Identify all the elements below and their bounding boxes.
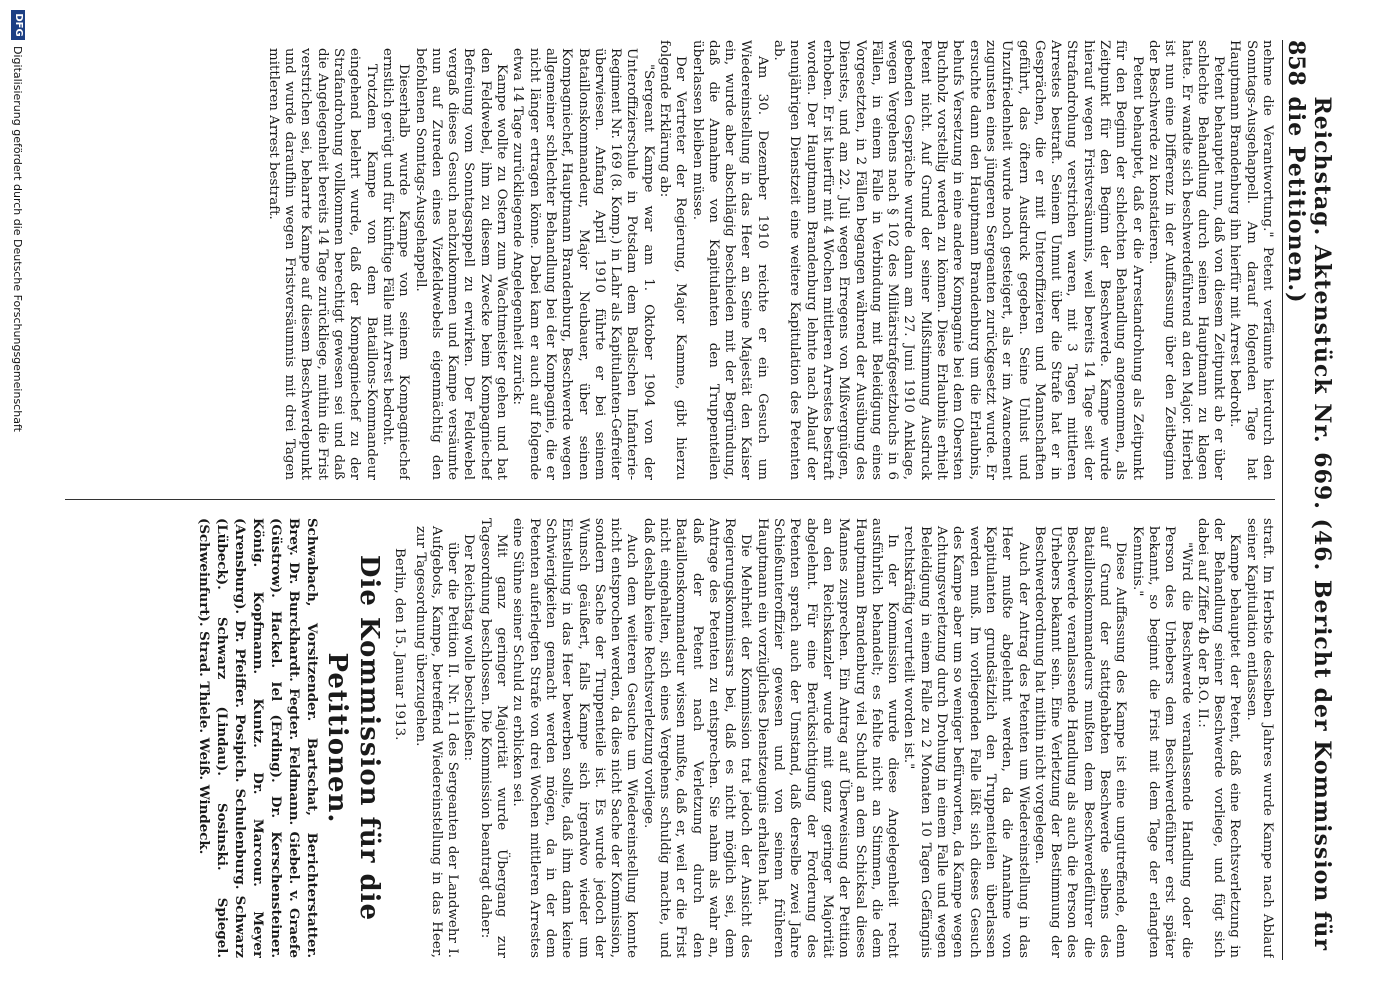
paragraph: Der Reichstag wolle beschließen: [461, 534, 477, 762]
paragraph: Petent behauptet, daß er die Arrestandrohung als Zeitpunkt für den Beginn der schlechten Behandlung angenommen, als Zeitpunkt für den Beginn der Beschwerde. Kampe wurde hierauf wegen Fristversäumnis, weil bereits 14 Tage seit der Strafandrohung verstrichen waren, mit 3 Tagen mittleren Arrestes bestraft. Seinem Unmut über die Strafe hat er in Gesprächen, die er mit Unteroffizieren und Mannschaften geführt, das öftern Ausdruck gegeben. Seine Unlust und Unzufriedenheit wurde noch gesteigert, als er im Avancement zugunsten eines jüngeren Sergeanten zurückgesetzt wurde. Er ersuchte dann den Hauptmann Brandenburg um die Erlaubnis, behufs Versetzung in eine andere Kompagnie bei dem Obersten Buchholz vorstellig werden zu können. Diese Erlaubnis erhielt Petent nicht. Auf Grund der seiner Mißstimmung Ausdruck gebenden Gespräche wurde dann am 27. Juni 1910 Anklage, wegen Vergehens nach § 102 des Militärstrafgesetzbuchs in 6 Fällen, in einem Falle in Verbindung mit Beleidigung eines Vorgesetzten, in 2 Fällen begangen während der Ausübung des Dienstes, und am 22. Juli wegen Erregens von Mißvergnügen, erhoben. Er ist hierfür mit 4 Wochen mittleren Arrestes bestraft worden. Der Hauptmann Brandenburg lehnte nach Ablauf der neunjährigen Dienstzeit eine weitere Kapitulation des Petenten ab. [771, 40, 1145, 480]
paragraph: nehme die Verantwortung." Petent verfäumte hierdurch den Sonntags-Ausgehappell. Am darauf folgenden Tage hat Hauptmann Brandenburg ihn hierfür mit Arrest bedroht. [1227, 40, 1275, 480]
left-column [65, 40, 1275, 480]
paragraph: "Sergeant Kampe war am 1. Oktober 1904 von der Unteroffizierschule in Potsdam dem Badischen Infanterie-Regiment Nr. 169 (8. Komp.) in Lahr als Kapitulanten-Gefreiter überwiesen. Anfang April 1910 führte er bei seinem Bataillonskommandeur, Major Neubauer, über seinen Kompagniechef, Hauptmann Brandenburg, Beschwerde wegen allgemeiner schlechter Behandlung bei der Kompagnie, die er nicht länger ertragen könne. Dabei kam er auch auf folgende etwa 14 Tage zurückliegende Angelegenheit zurück: [510, 48, 656, 480]
paragraph: In der Kommission wurde diese Angelegenheit recht ausführlich behandelt; es fehlte nicht an Stimmen, die dem Hauptmann Brandenburg viel Schuld an dem Schicksal dieses Mannes zusprechen. Ein Antrag auf Überweisung der Petition an den Reichskanzler wurde mit ganz geringer Majorität abgelehnt. Für eine Berücksichtigung der Forderung des Petenten sprach auch der Umstand, daß derselbe zwei Jahre Schießunteroffizier gewesen und von seinem früheren Hauptmann ein vorzügliches Dienstzeugnis erhalten hat. [754, 518, 901, 958]
paragraph: über die Petition II. Nr. 11 des Sergeanten der Landwehr I. Aufgebots, Kampe, betreffend Wiedereinstellung in das Heer, zur Tagesordnung überzugehen. [412, 526, 461, 958]
paragraph: Mit ganz geringer Majorität wurde Übergang zur Tagesordnung beschlossen. Die Kommission beantragt daher: [477, 518, 510, 958]
page-number: 858 [1283, 40, 1309, 86]
paragraph: Trotzdem Kampe von dem Bataillons-Kommandeur eingehend belehrt wurde, daß der Kompagniechef zu der Strafandrohung vollkommen berechtigt gewesen sei und daß die Angelegenheit bereits 14 Tage zurückliege, mithin die Frist verstrichen sei, beharrte Kampe auf diesem Beschwerdepunkt und wurde daraufhin wegen Fristversäumnis mit drei Tagen mittleren Arrest bestraft. [265, 48, 379, 480]
date-line: Berlin, den 15. Januar 1913. [392, 548, 408, 741]
paragraph: "Wird die Beschwerde veranlassende Handlung oder die Person des Urhebers dem Beschwerdeführer erst später bekannt, so beginnt die Frist mit dem Tage der erlangten Kenntnis." [1129, 526, 1194, 958]
paragraph: Diese Auffassung des Kampe ist eine ungutreffende, denn auf Grund der stattgehabten Beschwerde selbens des Bataillonskommandeurs mußten dem Beschwerdeführer die Beschwerde veranlassende Handlung als auch die Person des Urhebers bekannt sein. Eine Verletzung der Bestimmung der Beschwerdeordnung hat mithin nicht vorgelegen. [1031, 526, 1129, 958]
paragraph: Auch der Antrag des Petenten um Wiedereinstellung in das Heer mußte abgelehnt werden, da die Annahme von Kapitulanten grundsätzlich den Truppenteilen überlassen werden muß. Im vorliegenden Falle läßt sich dieses Gesuch des Kampe aber um so weniger befürworten, da Kampe wegen Achtungsverletzung durch Drohung in einem Falle und wegen Beleidigung in einem Falle zu 2 Monaten 10 Tagen Gefängnis rechtskräftig verurteilt worden ist." [901, 526, 1031, 958]
page-header [1282, 40, 1335, 960]
paragraph: Dieserhalb wurde Kampe von seinem Kompagniechef ernstlich gerügt und für künftige Fälle mit Arrest bedroht. [379, 48, 412, 480]
right-column [65, 518, 1275, 958]
page-title: Reichstag. Aktenstück Nr. 669. (46. Bericht der Kommission für die Petitionen.) [1283, 96, 1335, 952]
paragraph: Kampe wollte zu Ostern zum Wachtmeister gehen und bat den Feldwebel, ihm zu diesem Zwecke beim Kompagniechef Befreiung vom Sonntagsappell zu erwirken. Der Feldwebel vergaß dieses Gesuch nachzukommen und Kampe versäumte nun auf Zureden eines Vizefeldwebels eigenmächtig den befohlenen Sonntags-Ausgehappell. [412, 48, 510, 480]
dfg-logo-icon: DFG [11, 10, 25, 40]
paragraph: Kampe behauptet der Petent, daß eine Rechtsverletzung in der Behandlung seiner Beschwerde vorliege, und fügt sich dabei auf Ziffer 4b der B.O. II.: [1194, 518, 1243, 958]
footer-credit: Digitalisierung gefördert durch die Deutsche Forschungsgemeinschaft [11, 46, 25, 432]
member-list: Schwabach, Vorsitzender. Bartschat, Berichterstatter. Brey. Dr. Burckhardt. Fegter. Feldmann. Giebel. v. Graefe (Güstrow). Hackel. Iel (Erding). Dr. Kerschensteiner. König. Kopfmann. Kuntz. Dr. Marcour. Meyer (Arensburg). Dr. Pfeiffer. Posipich. Schulenburg. Schwarz (Lübeck). Schwarz (Lindau). Sosinski. Spiegel. (Schweinfurt). Strad. Thiele. Weiß. Windeck. [195, 518, 320, 958]
column-divider [65, 499, 1275, 500]
paragraph: Am 30. Dezember 1910 reichte er ein Gesuch um Wiedereinstellung in das Heer an Seine Majestät den Kaiser ein, wurde aber abschlägig beschieden mit der Begründung, daß die Annahme von Kapitulanten den Truppenteilen überlassen bleiben müsse. [689, 40, 770, 480]
paragraph: Der Vertreter der Regierung, Major Kamme, gibt hierzu folgende Erklärung ab: [657, 40, 689, 480]
paragraph: Petent behauptet nun, daß von diesem Zeitpunkt ab er über schlechte Behandlung durch seinen Hauptmann zu klagen hatte. Er wandte sich beschwerdeführend an den Major. Hierbei ist nun eine Differenz in der Auffassung über den Zeitbeginn der Beschwerde zu konstatieren. [1145, 40, 1227, 480]
paragraph: Auch dem weiteren Gesuche um Wiedereinstellung konnte nicht entsprochen werden, da dies nicht Sache der Kommission, sondern Sache der Truppenteile ist. Es wurde jedoch der Wunsch geäußert, falls Kampe sich irgendwo wieder um Einstellung in das Heer bewerben sollte, daß ihm dann keine Schwierigkeiten gemacht werden mögen, da in der dem Petenten auferlegten Strafe von drei Wochen mittleren Arrestes eine Sühne seiner Schuld zu erblicken sei. [510, 518, 640, 958]
footer [8, 10, 28, 990]
paragraph: straft. Im Herbste desselben Jahres wurde Kampe nach Ablauf seiner Kapitulation entlassen. [1243, 518, 1275, 958]
paragraph: Die Mehrheit der Kommission trat jedoch der Ansicht des Regierungskommissars bei, daß es nicht möglich sei, dem Antrage des Petenten zu entsprechen. Sie nahm als wahr an, daß der Petent nach Verletzung durch den Bataillonskommandeur wissen mußte, daß er, weil er die Frist nicht eingehalten, sich eines Vergehens schuldig machte, und daß deshalb keine Rechtsverletzung vorliege. [640, 518, 754, 958]
signature-heading: Die Kommission für die Petitionen. [321, 554, 384, 922]
